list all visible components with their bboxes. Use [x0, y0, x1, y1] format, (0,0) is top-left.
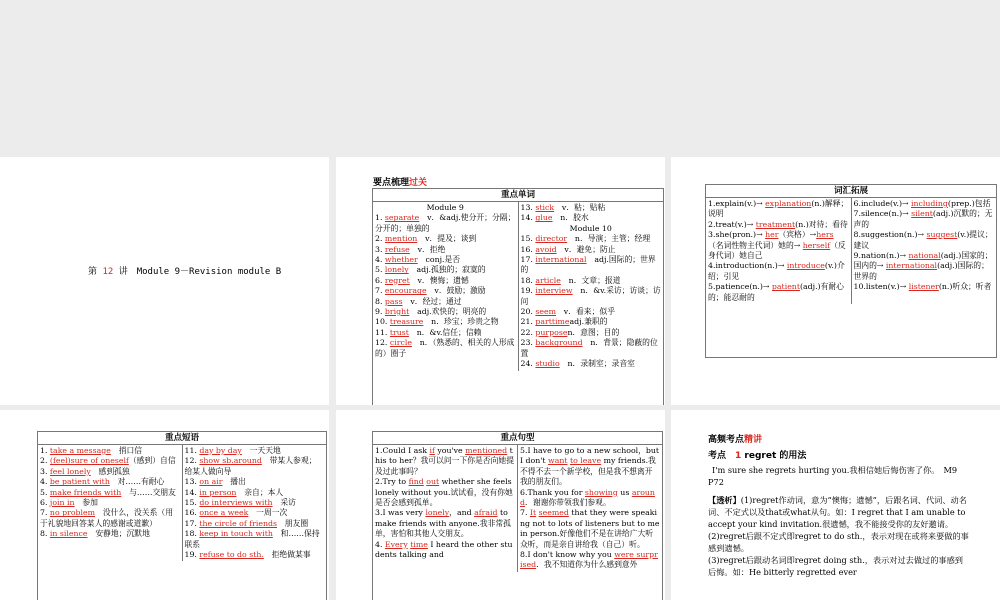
entry-text: 22.	[520, 327, 536, 337]
entry-text: 4.	[375, 539, 385, 549]
entry-text: 18.	[520, 275, 536, 285]
answer-keyword: refuse to do sth.	[199, 550, 264, 560]
entry-text: 8.I don't know why you	[520, 550, 615, 560]
entry-text: 19.	[184, 550, 200, 560]
entry-text: ．谢谢你带领我们参观。	[525, 498, 611, 508]
answer-keyword: day by day	[199, 446, 242, 455]
answer-keyword: national	[908, 251, 941, 261]
slide-key-phrases	[0, 410, 329, 600]
answer-keyword: avoid	[535, 244, 557, 254]
entry-line	[40, 498, 180, 508]
entry-text: 7.	[40, 508, 50, 518]
section-heading: 高频考点精讲	[708, 435, 763, 445]
entry-line	[40, 529, 180, 539]
entry-line	[521, 255, 662, 276]
answer-keyword: seemed	[538, 508, 569, 518]
section-heading: 要点梳理过关	[373, 178, 428, 188]
entry-text: 5.I have to go to a new school，but I don't	[520, 446, 660, 466]
entry-line	[375, 508, 515, 539]
answer-keyword: showing	[584, 487, 618, 497]
lesson-title: 第 12 讲 Module 9－Revision module B	[88, 267, 282, 277]
entry-line	[521, 224, 662, 234]
answer-keyword: mentioned	[465, 446, 508, 455]
vocab-expansion-table	[705, 184, 997, 358]
answer-keyword: stick	[535, 203, 555, 212]
entry-line	[375, 297, 516, 307]
entry-line	[521, 359, 662, 369]
answer-keyword: suggest	[926, 230, 958, 240]
entry-text: n．录制室；录音室	[559, 359, 635, 369]
answer-keyword: join in	[49, 498, 75, 508]
entry-line	[375, 477, 515, 508]
entry-text: 播出	[222, 477, 246, 487]
entry-text: 15.	[184, 498, 200, 508]
answer-keyword: lonely	[384, 265, 409, 275]
answer-keyword: show sb.around	[199, 456, 262, 466]
slide-exam-points	[671, 410, 1000, 600]
entry-line	[375, 213, 516, 234]
entry-text: 4.	[40, 477, 50, 487]
phrases-left-column	[38, 445, 182, 561]
entry-text: 16.	[520, 244, 536, 254]
entry-line	[185, 456, 325, 477]
entry-text: 3.I was very	[375, 508, 426, 518]
slide-vocab-expansion	[671, 157, 1000, 405]
entry-text: 12.	[375, 338, 390, 348]
entry-text: 18.	[184, 529, 200, 539]
slide-key-words	[336, 157, 665, 405]
entry-text: 17.	[184, 518, 200, 528]
entry-text: adj.欢快的；明亮的	[409, 307, 487, 317]
entry-text: adj.兼职的	[569, 317, 608, 327]
sentences-right-column	[517, 445, 662, 572]
answer-keyword: refuse	[384, 244, 410, 254]
entry-text: us	[617, 487, 632, 497]
entry-text: 7.	[520, 508, 530, 518]
entry-text: 10.	[375, 317, 390, 327]
answer-keyword: in silence	[49, 529, 88, 539]
key-sentences-table	[372, 431, 663, 600]
answer-keyword: keep in touch with	[199, 529, 273, 539]
entry-line	[854, 209, 995, 230]
entry-text: 拒绝做某事	[263, 550, 311, 560]
entry-line	[375, 446, 515, 477]
entry-text: 安静地；沉默地	[87, 529, 150, 539]
entry-line	[375, 234, 516, 244]
entry-text: adj.孤独的；寂寞的	[408, 265, 486, 275]
entry-text: 和……保持联系	[184, 529, 320, 549]
entry-text: （名词性物主代词）她的→	[708, 240, 803, 250]
entry-line	[40, 456, 180, 466]
key-words-table	[372, 188, 664, 405]
entry-text: ．我不知道你为什么感到意外	[536, 560, 638, 570]
entry-text: you've	[434, 446, 466, 455]
entry-text: v．懊悔；遗憾	[409, 275, 469, 285]
answer-keyword: explanation	[765, 199, 812, 208]
entry-text: 参加	[74, 498, 98, 508]
answer-keyword: (feel)sure of oneself	[49, 456, 129, 466]
entry-text: 21.	[520, 317, 536, 327]
answer-keyword: glue	[535, 213, 553, 223]
entry-text: 7.	[375, 286, 385, 296]
entry-text: 23.	[520, 338, 536, 348]
entry-text: 1.	[375, 213, 385, 223]
point-title: 考点 1 regret 的用法	[708, 451, 807, 461]
answer-keyword: treatment	[755, 219, 796, 229]
entry-line	[854, 251, 995, 282]
answer-keyword: feel lonely	[49, 466, 91, 476]
entry-text: n．（熟悉的、相关的人形成的）圈子	[375, 338, 515, 358]
entry-line	[40, 508, 180, 529]
answer-keyword: lonely	[425, 508, 450, 518]
answer-keyword: Every	[384, 539, 408, 549]
entry-text: 9.	[375, 307, 385, 317]
entry-line	[854, 230, 995, 251]
entry-text: 2.Try to	[375, 477, 409, 487]
entry-line	[375, 286, 516, 296]
entry-text: adj.国际的；世界的	[520, 255, 656, 275]
answer-keyword: including	[911, 199, 948, 208]
table-header: 词汇拓展	[706, 185, 996, 198]
entry-text: v．粘；贴粘	[554, 203, 606, 212]
entry-line	[375, 265, 516, 275]
entry-line	[520, 550, 660, 571]
answer-keyword: patient	[771, 282, 800, 292]
entry-text: 1.Could I ask	[375, 446, 430, 455]
words-right-column	[518, 202, 664, 371]
analysis-text: 【透析】(1)regret作动词，意为“懊悔；遗憾”，后跟名词、代词、动名词、不定式以及that或what从句。如：I regret that I am unable to accept your kind invitation.很遗憾，我不能接受你的友好邀请。 (2)regret后跟不定式即regret to do sth.，表示对现在或将来要做的事感到遗憾。 (3)regret后跟动名词即regret doing sth.，表示对过去做过的事感到后悔。如：He bitterly regretted ever	[708, 495, 969, 577]
entry-line	[40, 446, 180, 456]
entry-text: 5.patience(n.)→	[708, 282, 772, 292]
entry-text: 17.	[520, 255, 536, 265]
entry-line	[521, 203, 662, 213]
entry-line	[185, 508, 325, 518]
entry-text: (v.)提议；建议	[853, 230, 993, 250]
entry-text: 8.	[40, 529, 50, 539]
table-header: 重点短语	[38, 432, 326, 445]
entry-text: 1.explain(v.)→	[708, 199, 766, 208]
entry-text: 1.	[40, 446, 50, 455]
answer-keyword: background	[535, 338, 583, 348]
entry-line	[375, 276, 516, 286]
example-sentence: I'm sure she regrets hurting you.我相信她后悔伤害了你。 M9 P72	[708, 465, 958, 487]
entry-text: (adj.)沉默的；无声的	[853, 209, 993, 229]
entry-text: (adj.)有耐心的；能忍耐的	[708, 282, 844, 302]
entry-line	[521, 213, 662, 223]
entry-text: (adj.)国际的；世界的	[853, 261, 989, 281]
entry-line	[185, 550, 325, 560]
entry-text: 2.	[40, 456, 50, 466]
answer-keyword: introduce	[786, 261, 825, 271]
answer-keyword: studio	[535, 359, 560, 369]
answer-keyword: encourage	[384, 286, 427, 296]
entry-line	[375, 245, 516, 255]
answer-keyword: whether	[384, 255, 418, 265]
entry-text: v．经过；通过	[402, 296, 462, 306]
answer-keyword: if	[429, 446, 435, 455]
entry-text: that they were speaking not to lots of listeners but to me in person.好像他们不是在讲给广大听众听，而是亲自讲给我（自己）听。	[520, 508, 660, 549]
slide-title	[0, 157, 329, 405]
entry-line	[375, 540, 515, 561]
entry-line	[854, 199, 995, 209]
entry-text: 11.	[375, 327, 390, 337]
vocab-right-column	[851, 198, 997, 304]
entry-text: 6.include(v.)→	[853, 199, 911, 208]
entry-text: 2.	[375, 234, 385, 244]
entry-text: (prep.)包括	[947, 199, 991, 208]
entry-text: 亲自；本人	[236, 487, 284, 497]
entry-text: 8.suggestion(n.)→	[853, 230, 927, 240]
entry-text: 24.	[520, 359, 536, 369]
entry-text: 5.	[40, 487, 50, 497]
entry-text: n．胶水	[552, 213, 589, 223]
entry-line	[185, 498, 325, 508]
entry-text: 3.	[40, 466, 50, 476]
entry-line	[521, 286, 662, 307]
phrases-right-column	[182, 445, 327, 561]
entry-text: Module 10	[569, 223, 612, 233]
entry-line	[185, 488, 325, 498]
entry-text: 16.	[184, 508, 200, 518]
entry-text: 20.	[520, 307, 536, 317]
entry-text: v．避免；防止	[556, 244, 616, 254]
entry-line	[521, 317, 662, 327]
entry-line	[708, 220, 849, 230]
answer-keyword: the circle of friends	[199, 518, 277, 528]
entry-text: 对……有耐心	[109, 477, 165, 487]
lesson-number: 12	[102, 267, 114, 277]
entry-text: 8.	[375, 296, 385, 306]
entry-text: 3.	[375, 244, 385, 254]
entry-line	[708, 230, 849, 261]
entry-line	[375, 317, 516, 327]
entry-text: 朋友圈	[276, 518, 309, 528]
answer-keyword: were surprised	[520, 550, 658, 570]
entry-text: 19.	[520, 286, 536, 296]
answer-keyword: bright	[384, 307, 410, 317]
entry-text: 一天天地	[241, 446, 281, 455]
entry-text: （感到）自信	[128, 456, 176, 466]
answer-keyword: in person	[199, 487, 237, 497]
entry-text: 带某人参观；给某人做向导	[184, 456, 317, 476]
answer-keyword: on air	[199, 477, 223, 487]
entry-text: 一周一次	[248, 508, 288, 518]
answer-keyword: do interviews with	[199, 498, 273, 508]
table-header: 重点单词	[373, 189, 663, 202]
entry-text: 10.listen(v.)→	[853, 282, 909, 292]
answer-keyword: mention	[384, 234, 418, 244]
answer-keyword: around	[520, 487, 655, 508]
answer-keyword: director	[535, 234, 568, 244]
entry-text: 3.she(pron.)→	[708, 230, 766, 240]
answer-keyword: silent	[911, 209, 933, 219]
entry-text: (n.)对待；看待	[795, 219, 848, 229]
entry-text: to make friends with anyone.我非常孤单，害怕和其他人交朋友。	[375, 508, 511, 539]
entry-line	[185, 529, 325, 550]
entry-line	[185, 477, 325, 487]
entry-text: 13.	[184, 477, 200, 487]
words-left-column	[373, 202, 518, 371]
entry-text: 6.Thank you for	[520, 487, 585, 497]
entry-line	[521, 234, 662, 244]
answer-keyword: no problem	[49, 508, 96, 518]
entry-text: 9.nation(n.)→	[853, 251, 909, 261]
entry-text: v．提及；谈到	[417, 234, 477, 244]
entry-text: (n.)解释；说明	[708, 199, 849, 219]
entry-line	[40, 488, 180, 498]
entry-text: whether she feels lonely without you.试试看，没有你她是否会感到孤单。	[375, 477, 513, 508]
entry-line	[521, 307, 662, 317]
entry-line	[521, 338, 662, 359]
entry-text: 14.	[520, 213, 536, 223]
entry-text: 与……交朋友	[121, 487, 176, 497]
entry-text: 捎口信	[110, 446, 143, 455]
entry-line	[375, 255, 516, 265]
answer-keyword: purpose	[535, 327, 568, 337]
answer-keyword: once a week	[199, 508, 249, 518]
answer-keyword: herself	[802, 240, 831, 250]
entry-text: 4.introduction(n.)→	[708, 261, 787, 271]
answer-keyword: seem	[535, 307, 557, 317]
answer-keyword: article	[535, 275, 561, 285]
slide-key-sentences	[336, 410, 665, 600]
answer-keyword: international	[535, 255, 587, 265]
entry-text: my friends.我不得不去一个新学校，但是我不想离开我的朋友们。	[520, 456, 656, 487]
entry-text: 12.	[184, 456, 200, 466]
sentences-left-column	[373, 445, 517, 572]
answer-keyword: interview	[535, 286, 573, 296]
answer-keyword: separate	[384, 213, 420, 223]
answer-keyword: afraid	[474, 508, 498, 518]
answer-keyword: be patient with	[49, 477, 110, 487]
answer-keyword: find	[408, 477, 424, 487]
entry-text: 7.silence(n.)→	[853, 209, 912, 219]
answer-keyword: circle	[389, 338, 412, 348]
answer-keyword: treasure	[389, 317, 424, 327]
answer-keyword: parttime	[535, 317, 570, 327]
entry-text: 2.treat(v.)→	[708, 219, 756, 229]
entry-line	[520, 508, 660, 550]
entry-text: （反身代词）她自己	[708, 240, 846, 261]
entry-text: I heard the other students talking and	[375, 539, 513, 560]
entry-text: 5.	[375, 265, 385, 275]
entry-text: v．看来；似乎	[556, 307, 615, 317]
entry-text: (adj.)国家的；国内的→	[853, 251, 993, 271]
entry-text: 4.	[375, 255, 385, 265]
answer-keyword: pass	[384, 296, 403, 306]
entry-text: this to her？我可以问一下你是否向她提及过此事吗？	[375, 446, 515, 476]
entry-text: ，and	[449, 508, 475, 518]
entry-text: n．导演；主管；经理	[567, 234, 651, 244]
entry-line	[40, 477, 180, 487]
answer-keyword: trust	[389, 327, 409, 337]
entry-text: （宾格）→	[778, 230, 817, 240]
answer-keyword: out	[426, 477, 440, 487]
entry-text: 没什么，没关系（用于礼貌地回答某人的感谢或道歉）	[40, 508, 173, 528]
answer-keyword: international	[885, 261, 938, 271]
entry-line	[185, 446, 325, 456]
entry-text: 采访	[272, 498, 296, 508]
entry-text: v．鼓励；激励	[426, 286, 486, 296]
entry-line	[185, 519, 325, 529]
entry-text: Module 9	[426, 203, 464, 212]
answer-keyword: to leave	[570, 456, 602, 466]
entry-text: n．意图；目的	[567, 327, 620, 337]
entry-text: (v.)介绍；引见	[708, 261, 845, 281]
answer-keyword: want	[548, 456, 568, 466]
entry-line	[708, 261, 849, 282]
entry-text: v．拒绝	[409, 244, 446, 254]
entry-text: n．&v.采访；访谈；访问	[520, 286, 661, 306]
answer-keyword: time	[410, 539, 428, 549]
entry-line	[521, 328, 662, 338]
entry-line	[375, 203, 516, 213]
entry-line	[40, 467, 180, 477]
entry-line	[854, 282, 995, 292]
entry-text: 6.	[40, 498, 50, 508]
answer-keyword: make friends with	[49, 487, 122, 497]
entry-line	[520, 488, 660, 509]
entry-text: n．&v.信任；信赖	[408, 327, 482, 337]
answer-keyword: listener	[908, 282, 939, 292]
entry-line	[375, 328, 516, 338]
entry-line	[708, 282, 849, 303]
vocab-left-column	[706, 198, 851, 304]
entry-text: 14.	[184, 487, 200, 497]
entry-line	[521, 245, 662, 255]
entry-text: n．背景；隐蔽的位置	[520, 338, 658, 358]
entry-line	[708, 199, 849, 220]
entry-text: 感到孤独	[90, 466, 130, 476]
entry-line	[375, 338, 516, 359]
entry-text: 15.	[520, 234, 536, 244]
key-phrases-table	[37, 431, 327, 600]
entry-text: (n.)听众；听者	[938, 282, 992, 292]
answer-keyword: It	[529, 508, 537, 518]
entry-text: n．珍宝；珍贵之物	[423, 317, 499, 327]
answer-keyword: hers	[816, 230, 834, 240]
answer-keyword: regret	[384, 275, 410, 285]
entry-text: 6.	[375, 275, 385, 285]
answer-keyword: take a message	[49, 446, 111, 455]
entry-line	[375, 307, 516, 317]
entry-text: 11.	[184, 446, 200, 455]
entry-text: 13.	[520, 203, 536, 212]
answer-keyword: her	[765, 230, 779, 240]
entry-text: v．&adj.使分开；分隔；分开的；单独的	[375, 213, 516, 233]
entry-line	[520, 446, 660, 488]
entry-text: n．文章；报道	[560, 275, 621, 285]
entry-line	[521, 276, 662, 286]
table-header: 重点句型	[373, 432, 662, 445]
entry-text: conj.是否	[417, 255, 461, 265]
